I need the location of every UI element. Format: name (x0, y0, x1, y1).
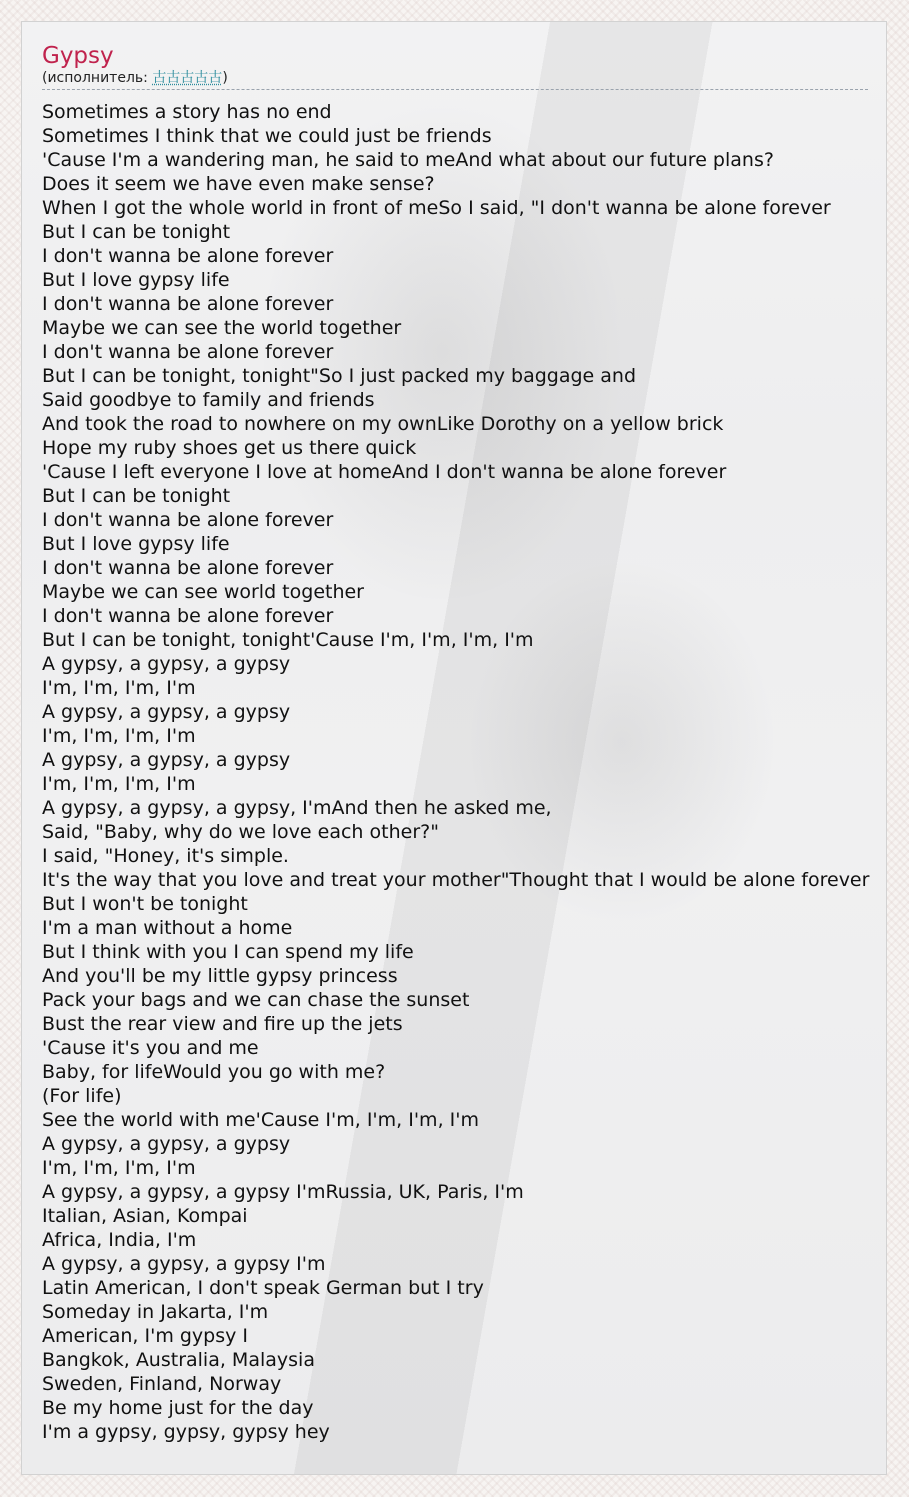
lyric-line: I don't wanna be alone forever (42, 605, 334, 627)
lyric-line: 'Cause it's you and me (42, 1037, 259, 1059)
lyric-line: Latin American, I don't speak German but I try (42, 1277, 484, 1299)
lyric-line: Said goodbye to family and friends (42, 389, 375, 411)
lyric-line: Sweden, Finland, Norway (42, 1373, 282, 1395)
song-title: Gypsy (42, 43, 114, 69)
lyric-line: I'm, I'm, I'm, I'm (42, 725, 196, 747)
artist-suffix: ) (222, 70, 228, 86)
lyric-line: Sometimes I think that we could just be friends (42, 125, 492, 147)
lyric-line: I'm, I'm, I'm, I'm (42, 773, 196, 795)
artist-link[interactable]: 古古古古古 (152, 70, 223, 86)
lyric-line: I don't wanna be alone forever (42, 557, 334, 579)
lyric-line: I said, "Honey, it's simple. (42, 845, 289, 867)
lyric-line: But I can be tonight (42, 485, 231, 507)
lyric-line: I don't wanna be alone forever (42, 293, 334, 315)
lyric-line: Sometimes a story has no end (42, 101, 332, 123)
lyric-line: Africa, India, I'm (42, 1229, 197, 1251)
lyric-line: Bangkok, Australia, Malaysia (42, 1349, 315, 1371)
lyric-line: 'Cause I left everyone I love at homeAnd I don't wanna be alone forever (42, 461, 727, 483)
lyric-line: I'm a man without a home (42, 917, 293, 939)
lyric-line: (For life) (42, 1085, 122, 1107)
lyric-line: A gypsy, a gypsy, a gypsy I'mRussia, UK, Paris, I'm (42, 1181, 524, 1203)
lyric-line: And you'll be my little gypsy princess (42, 965, 398, 987)
lyric-line: I don't wanna be alone forever (42, 509, 334, 531)
lyric-line: Bust the rear view and fire up the jets (42, 1013, 403, 1035)
lyric-line: But I think with you I can spend my life (42, 941, 414, 963)
lyric-line: But I won't be tonight (42, 893, 248, 915)
lyric-line: A gypsy, a gypsy, a gypsy (42, 701, 291, 723)
lyric-line: Pack your bags and we can chase the sunset (42, 989, 470, 1011)
lyric-line: I don't wanna be alone forever (42, 245, 334, 267)
lyric-line: A gypsy, a gypsy, a gypsy, I'mAnd then he asked me, (42, 797, 552, 819)
lyric-line: Hope my ruby shoes get us there quick (42, 437, 417, 459)
lyrics-body (42, 100, 868, 1444)
lyric-line: I'm a gypsy, gypsy, gypsy hey (42, 1421, 330, 1443)
lyric-line: I'm, I'm, I'm, I'm (42, 677, 196, 699)
lyrics-card (21, 21, 887, 1475)
lyric-line: Maybe we can see world together (42, 581, 364, 603)
lyric-line: A gypsy, a gypsy, a gypsy (42, 749, 291, 771)
lyric-line: Maybe we can see the world together (42, 317, 402, 339)
lyric-line: But I can be tonight, tonight"So I just packed my baggage and (42, 365, 637, 387)
lyric-line: Be my home just for the day (42, 1397, 314, 1419)
lyric-line: A gypsy, a gypsy, a gypsy (42, 1133, 291, 1155)
lyric-line: Baby, for lifeWould you go with me? (42, 1061, 386, 1083)
lyric-line: A gypsy, a gypsy, a gypsy (42, 653, 291, 675)
lyric-line: And took the road to nowhere on my ownLike Dorothy on a yellow brick (42, 413, 724, 435)
lyric-line: 'Cause I'm a wandering man, he said to meAnd what about our future plans? (42, 149, 774, 171)
lyric-line: But I love gypsy life (42, 533, 230, 555)
lyric-line: But I love gypsy life (42, 269, 230, 291)
lyric-line: A gypsy, a gypsy, a gypsy I'm (42, 1253, 326, 1275)
lyric-line: I'm, I'm, I'm, I'm (42, 1157, 196, 1179)
lyric-line: See the world with me'Cause I'm, I'm, I'm, I'm (42, 1109, 479, 1131)
lyrics-content (42, 42, 868, 1444)
lyric-line: American, I'm gypsy I (42, 1325, 249, 1347)
lyric-line: Someday in Jakarta, I'm (42, 1301, 269, 1323)
lyric-line: But I can be tonight (42, 221, 231, 243)
lyric-line: It's the way that you love and treat your mother"Thought that I would be alone forever (42, 869, 870, 891)
artist-line (42, 70, 868, 90)
lyric-line: But I can be tonight, tonight'Cause I'm, I'm, I'm, I'm (42, 629, 534, 651)
lyric-line: When I got the whole world in front of meSo I said, "I don't wanna be alone forever (42, 197, 831, 219)
lyric-line: Said, "Baby, why do we love each other?" (42, 821, 439, 843)
lyric-line: Italian, Asian, Kompai (42, 1205, 248, 1227)
lyric-line: I don't wanna be alone forever (42, 341, 334, 363)
artist-prefix: (исполнитель: (42, 70, 153, 86)
lyric-line: Does it seem we have even make sense? (42, 173, 435, 195)
